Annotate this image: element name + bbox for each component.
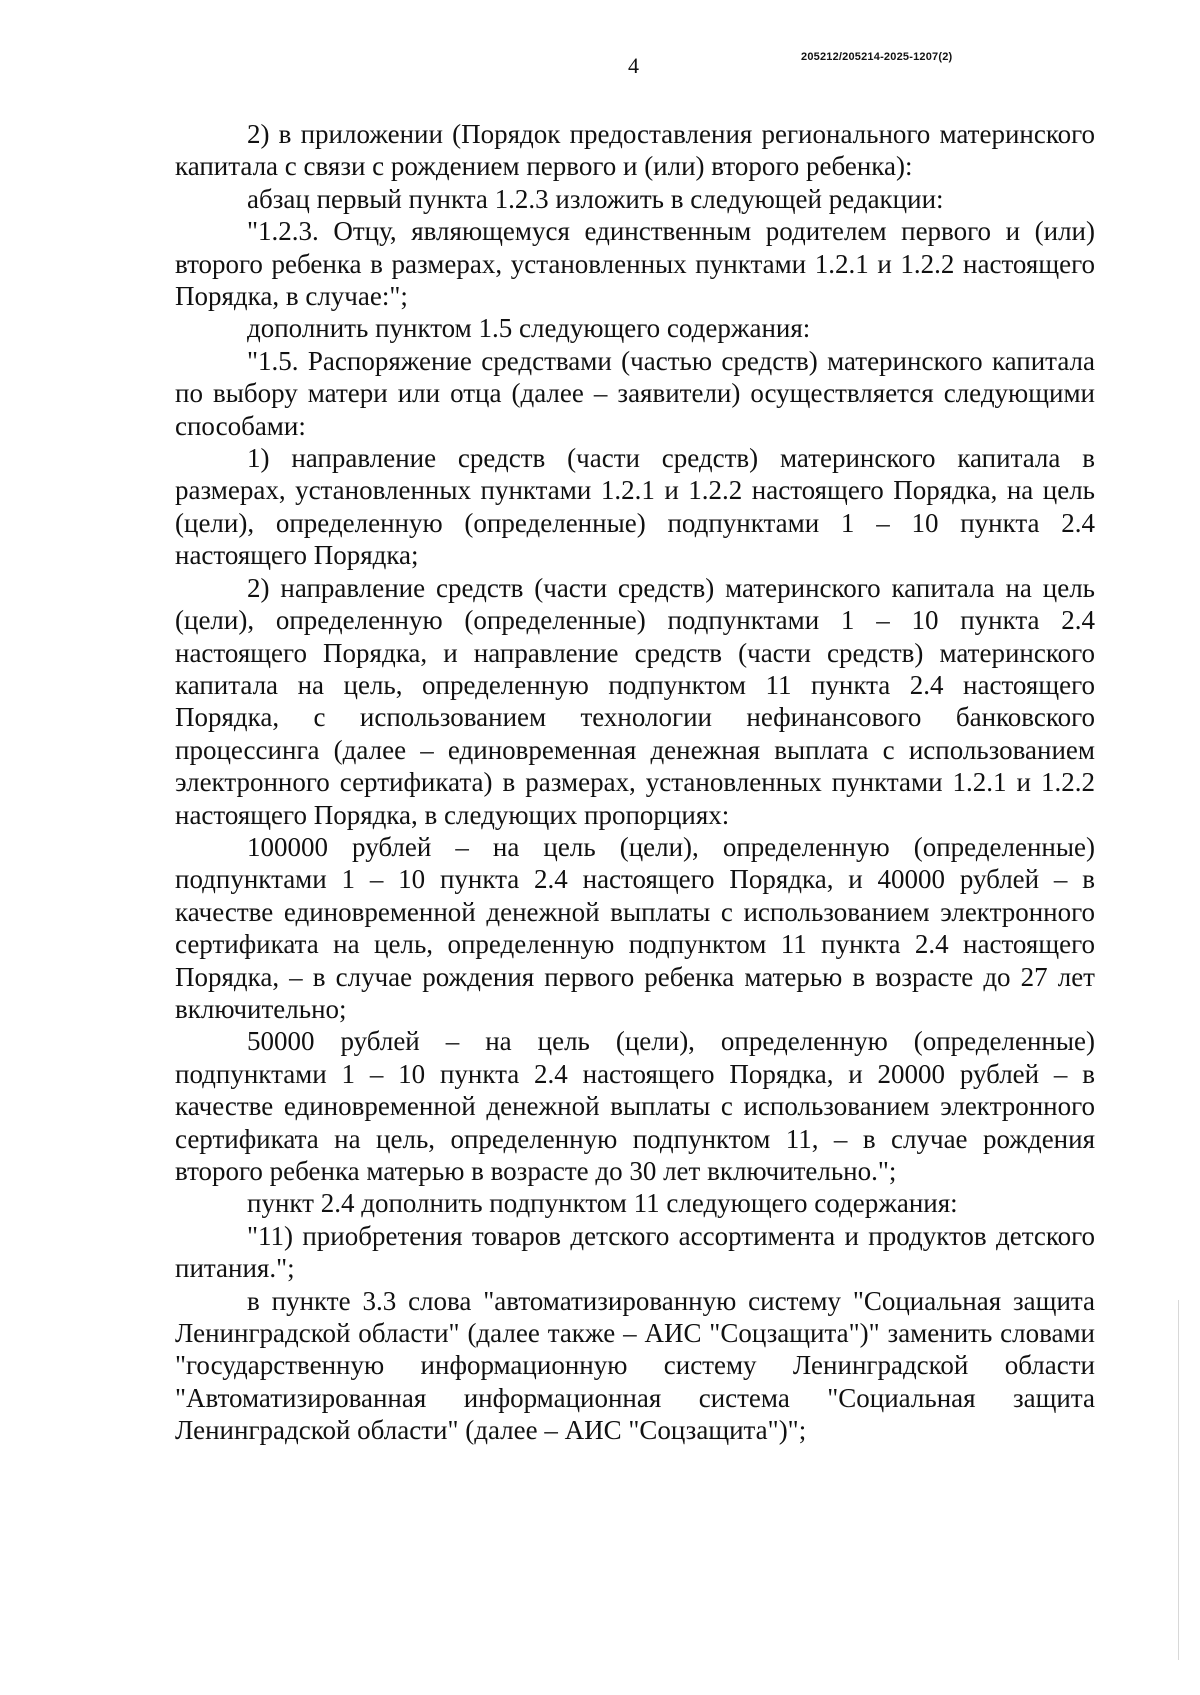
paragraph: 2) в приложении (Порядок предоставления регионального материнского капитала с связи с рождением первого и (или) второго ребенка):: [175, 119, 1102, 182]
paragraph: дополнить пунктом 1.5 следующего содержания:: [247, 313, 811, 344]
paragraph: в пункте 3.3 слова "автоматизированную систему "Социальная защита Ленинградской области" (далее также – АИС "Соцзащита")" заменить словами "государственную информационную систему Ленинградской области "Автоматизированная информационная система "Социальная защита Ленинградской области" (далее – АИС "Соцзащита")";: [175, 1285, 1102, 1446]
paragraph: 1) направление средств (части средств) материнского капитала в размерах, установленных пунктами 1.2.1 и 1.2.2 настоящего Порядка, на цель (цели), определенную (определенные) подпунктами 1 – 10 пункта 2.4 настоящего Порядка;: [175, 443, 1102, 571]
page-number: 4: [628, 53, 639, 78]
scan-edge-mark: [1178, 1300, 1179, 1660]
document-body: [175, 118, 1102, 1447]
paragraph: 2) направление средств (части средств) материнского капитала на цель (цели), определенную (определенные) подпунктами 1 – 10 пункта 2.4 настоящего Порядка, и направление средств (части средств) материнского капитала на цель, определенную подпунктом 11 пункта 2.4 настоящего Порядка, с использованием технологии нефинансового банковского процессинга (далее – единовременная денежная выплата с использованием электронного сертификата) в размерах, установленных пунктами 1.2.1 и 1.2.2 настоящего Порядка, в следующих пропорциях:: [175, 572, 1102, 830]
paragraph: 100000 рублей – на цель (цели), определенную (определенные) подпунктами 1 – 10 пункта 2.4 настоящего Порядка, и 40000 рублей – в качестве единовременной денежной выплаты с использованием электронного сертификата на цель, определенную подпунктом 11 пункта 2.4 настоящего Порядка, – в случае рождения первого ребенка матерью в возрасте до 27 лет включительно;: [175, 831, 1102, 1024]
paragraph: "1.5. Распоряжение средствами (частью средств) материнского капитала по выбору матери или отца (далее – заявители) осуществляется следующими способами:: [175, 345, 1102, 441]
document-code: 205212/205214-2025-1207(2): [801, 51, 953, 63]
paragraph: "1.2.3. Отцу, являющемуся единственным родителем первого и (или) второго ребенка в размерах, установленных пунктами 1.2.1 и 1.2.2 настоящего Порядка, в случае:";: [175, 216, 1102, 312]
paragraph: абзац первый пункта 1.2.3 изложить в следующей редакции:: [247, 183, 944, 214]
paragraph: 50000 рублей – на цель (цели), определенную (определенные) подпунктами 1 – 10 пункта 2.4 настоящего Порядка, и 20000 рублей – в качестве единовременной денежной выплаты с использованием электронного сертификата на цель, определенную подпунктом 11, – в случае рождения второго ребенка матерью в возрасте до 30 лет включительно.";: [175, 1026, 1102, 1186]
paragraph: "11) приобретения товаров детского ассортимента и продуктов детского питания.";: [175, 1220, 1102, 1284]
paragraph: пункт 2.4 дополнить подпунктом 11 следующего содержания:: [247, 1188, 958, 1219]
